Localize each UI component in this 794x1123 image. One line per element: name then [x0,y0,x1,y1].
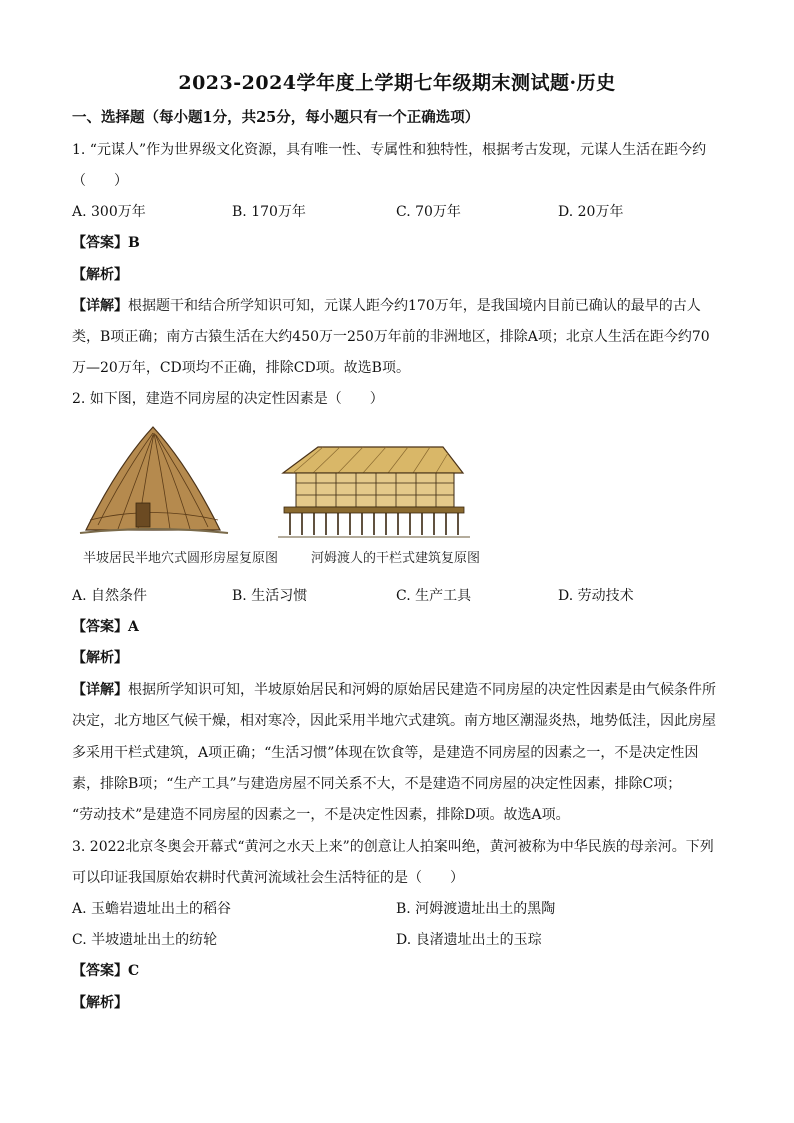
q2-detail-line1 [72,680,732,700]
q1-stem-line2: （ ） [72,173,128,189]
q1-analysis-label: 【解析】 [72,267,128,283]
q2-detail-line2: 决定，北方地区气候干燥，相对寒冷，因此采用半地穴式建筑。南方地区潮湿炎热，地势低洼，因此房屋 [72,713,716,729]
q2-answer: 【答案】A [72,619,139,635]
q1-answer: 【答案】B [72,235,140,251]
q2-caption-banpo: 半坡居民半地穴式圆形房屋复原图 [83,551,279,566]
q1-detail-text1: 根据题干和结合所学知识可知，元谋人距今约170万年，是我国境内目前已确认的最早的古人 [128,298,701,314]
page-title: 2023-2024学年度上学期七年级期末测试题·历史 [178,72,616,94]
q1-detail-line1 [72,296,732,316]
q2-detail-line4: 素，排除B项；“生产工具”与建造房屋不同关系不大，不是建造不同房屋的决定性因素，排除C项； [72,776,682,792]
section-heading: 一、选择题（每小题1分，共25分，每小题只有一个正确选项） [72,109,480,126]
q2-analysis-label: 【解析】 [72,650,128,666]
q1-detail-label: 【详解】 [72,298,128,314]
q2-option-c: C. 生产工具 [396,588,472,604]
q3-answer: 【答案】C [72,963,140,979]
q1-option-c: C. 70万年 [396,204,461,220]
q3-option-a: A. 玉蟾岩遗址出土的稻谷 [72,901,232,917]
q1-detail-line3: 万—20万年，CD项均不正确，排除CD项。故选B项。 [72,360,410,376]
q2-detail-label: 【详解】 [72,682,128,698]
q2-detail-line5: “劳动技术”是建造不同房屋的因素之一，不是决定性因素，排除D项。故选A项。 [72,807,570,823]
q3-stem-line2: 可以印证我国原始农耕时代黄河流域社会生活特征的是（ ） [72,870,464,886]
q3-option-b: B. 河姆渡遗址出土的黑陶 [396,901,556,917]
q1-detail-line2: 类，B项正确；南方古猿生活在大约450万一250万年前的非洲地区，排除A项；北京人生活在距今约70 [72,329,710,345]
round-hut-illustration [80,427,228,533]
q3-option-d: D. 良渚遗址出土的玉琮 [396,932,542,948]
q1-option-a: A. 300万年 [72,204,146,220]
q2-option-b: B. 生活习惯 [232,588,308,604]
q2-house-illustrations [78,425,498,545]
q2-stem: 2. 如下图，建造不同房屋的决定性因素是（ ） [72,391,384,407]
q2-detail-text1: 根据所学知识可知，半坡原始居民和河姆的原始居民建造不同房屋的决定性因素是由气候条件所 [128,682,716,698]
q3-stem-line1: 3. 2022北京冬奥会开幕式“黄河之水天上来”的创意让人拍案叫绝，黄河被称为中华民族的母亲河。下列 [72,839,714,855]
q1-option-b: B. 170万年 [232,204,306,220]
q3-analysis-label: 【解析】 [72,995,128,1011]
q2-option-a: A. 自然条件 [72,588,148,604]
q1-stem-line1: 1. “元谋人”作为世界级文化资源，具有唯一性、专属性和独特性，根据考古发现，元谋人生活在距今约 [72,142,707,158]
q2-detail-line3: 多采用干栏式建筑，A项正确；“生活习惯”体现在饮食等，是建造不同房屋的因素之一，不是决定性因 [72,745,699,761]
q2-option-d: D. 劳动技术 [558,588,634,604]
q3-option-c: C. 半坡遗址出土的纺轮 [72,932,218,948]
q1-option-d: D. 20万年 [558,204,624,220]
stilt-house-illustration [278,447,470,537]
q2-caption-hemudu: 河姆渡人的干栏式建筑复原图 [311,551,481,566]
